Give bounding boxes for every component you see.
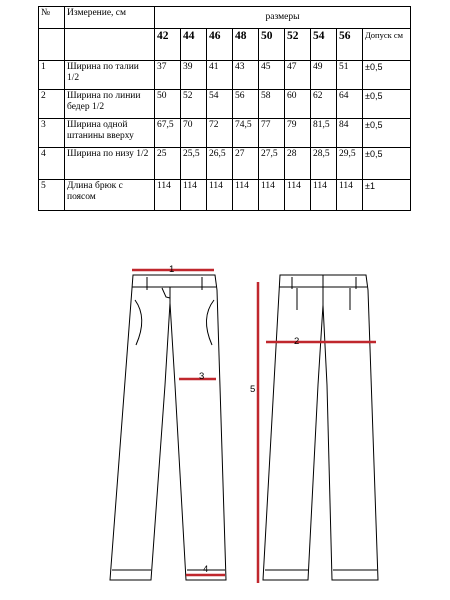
size-value-cell: 58 <box>259 90 285 119</box>
size-value-cell: 49 <box>311 61 337 90</box>
size-value-cell: 84 <box>337 119 363 148</box>
measurement-lines <box>132 270 376 583</box>
size-value-cell: 43 <box>233 61 259 90</box>
size-value-cell: 79 <box>285 119 311 148</box>
row-number: 4 <box>39 148 65 180</box>
size-value-cell: 37 <box>155 61 181 90</box>
tolerance-cell: ±0,5 <box>363 61 411 90</box>
size-cell: 52 <box>285 29 311 61</box>
size-value-cell: 64 <box>337 90 363 119</box>
size-value-cell: 114 <box>207 180 233 211</box>
size-value-cell: 56 <box>233 90 259 119</box>
size-cell: 50 <box>259 29 285 61</box>
row-number: 3 <box>39 119 65 148</box>
measure-label-5: 5 <box>250 384 256 395</box>
size-cell: 44 <box>181 29 207 61</box>
size-value-cell: 25,5 <box>181 148 207 180</box>
size-value-cell: 114 <box>181 180 207 211</box>
size-value-cell: 25 <box>155 148 181 180</box>
num-header: № <box>39 7 65 29</box>
tolerance-cell: ±0,5 <box>363 148 411 180</box>
size-cell: 46 <box>207 29 233 61</box>
row-number: 5 <box>39 180 65 211</box>
measurement-name: Ширина по низу 1/2 <box>65 148 155 180</box>
size-cell: 42 <box>155 29 181 61</box>
size-value-cell: 81,5 <box>311 119 337 148</box>
measure-label-2: 2 <box>294 336 300 347</box>
size-value-cell: 67,5 <box>155 119 181 148</box>
size-value-cell: 114 <box>233 180 259 211</box>
measurement-name: Ширина по талии 1/2 <box>65 61 155 90</box>
tolerance-cell: ±0,5 <box>363 90 411 119</box>
size-value-cell: 114 <box>155 180 181 211</box>
size-value-cell: 77 <box>259 119 285 148</box>
row-number: 1 <box>39 61 65 90</box>
size-value-cell: 54 <box>207 90 233 119</box>
measure-label-4: 4 <box>203 564 209 575</box>
size-value-cell: 28 <box>285 148 311 180</box>
measure-label-3: 3 <box>199 371 205 382</box>
size-value-cell: 74,5 <box>233 119 259 148</box>
size-value-cell: 27,5 <box>259 148 285 180</box>
size-cell: 48 <box>233 29 259 61</box>
tolerance-cell: ±1 <box>363 180 411 211</box>
size-value-cell: 41 <box>207 61 233 90</box>
size-value-cell: 114 <box>285 180 311 211</box>
measurement-name: Длина брюк с поясом <box>65 180 155 211</box>
row-number: 2 <box>39 90 65 119</box>
size-value-cell: 47 <box>285 61 311 90</box>
size-value-cell: 60 <box>285 90 311 119</box>
size-value-cell: 27 <box>233 148 259 180</box>
size-value-cell: 52 <box>181 90 207 119</box>
measurement-name: Ширина одной штанины вверху <box>65 119 155 148</box>
size-value-cell: 114 <box>311 180 337 211</box>
size-value-cell: 26,5 <box>207 148 233 180</box>
measure-header: Измерение, см <box>65 7 155 29</box>
size-value-cell: 50 <box>155 90 181 119</box>
sizes-header: размеры <box>155 7 411 29</box>
size-value-cell: 114 <box>337 180 363 211</box>
size-value-cell: 39 <box>181 61 207 90</box>
size-value-cell: 70 <box>181 119 207 148</box>
size-value-cell: 28,5 <box>311 148 337 180</box>
size-cell: 54 <box>311 29 337 61</box>
size-cell: 56 <box>337 29 363 61</box>
size-value-cell: 62 <box>311 90 337 119</box>
measurement-name: Ширина по линии бедер 1/2 <box>65 90 155 119</box>
back-trousers-outline <box>263 275 378 580</box>
front-trousers-outline <box>110 275 226 580</box>
tolerance-cell: ±0,5 <box>363 119 411 148</box>
size-value-cell: 29,5 <box>337 148 363 180</box>
size-value-cell: 72 <box>207 119 233 148</box>
size-value-cell: 114 <box>259 180 285 211</box>
measure-label-1: 1 <box>169 264 175 275</box>
size-value-cell: 45 <box>259 61 285 90</box>
size-value-cell: 51 <box>337 61 363 90</box>
tolerance-header: Допуск см <box>363 29 411 61</box>
